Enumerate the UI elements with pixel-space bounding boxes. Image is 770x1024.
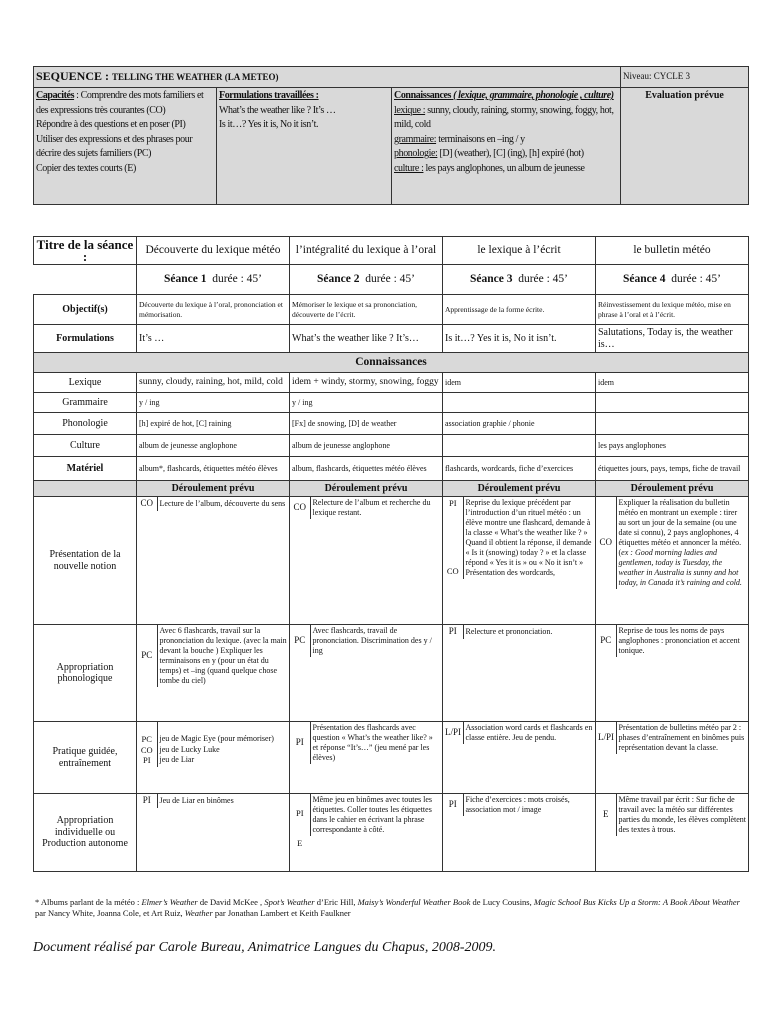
niveau-label: Niveau: CYCLE 3	[621, 67, 749, 88]
activity-text: Avec 6 flashcards, travail sur la prononciation du lexique. (avec la main devant la bouche ) Expliquer les terminaisons en y (pour un état du temps) et –ing (quand quelque chose tombe du ciel)	[159, 626, 287, 685]
activity-line: jeu de Liar	[159, 755, 195, 764]
activity-text: Présentation de bulletins météo par 2 : phases d’entraînement en binômes puis représentation devant la classe.	[618, 723, 745, 752]
activity-text: Relecture de l’album et recherche du lexique restant.	[312, 498, 431, 517]
code: E	[596, 794, 616, 836]
seance-title-4: le bulletin météo	[596, 237, 749, 265]
phase2-seance1	[137, 625, 290, 722]
activity-lines	[157, 722, 289, 767]
culture-label: Culture	[34, 435, 137, 457]
lexique-1: sunny, cloudy, raining, hot, mild, cold	[137, 373, 290, 393]
activity-text: Même travail par écrit : Sur fiche de travail avec la météo sur différentes parties du monde, les élèves complètent des textes à trous.	[618, 795, 747, 834]
code: PI	[443, 625, 463, 639]
activity-text: Lecture de l’album, découverte du sens	[159, 498, 286, 508]
titre-seance-label: Titre de la séance :	[34, 237, 137, 265]
code-bottom: CO	[446, 565, 459, 576]
code: CO	[596, 497, 616, 589]
objectif-1: Découverte du lexique à l’oral, prononciation et mémorisation.	[137, 295, 290, 325]
formulation-2: What’s the weather like ? It’s…	[290, 325, 443, 353]
materiel-1: album*, flashcards, étiquettes météo élèves	[137, 457, 290, 481]
sequence-title: SEQUENCE : TELLING THE WEATHER (LA METEO)	[34, 67, 621, 88]
phonologie-4	[596, 413, 749, 435]
activity-text: Relecture et prononciation.	[465, 626, 553, 636]
formulations-cell: Formulations travaillées : What’s the weather like ? It’s … Is it…? Yes it is, No it isn’t.	[217, 88, 392, 205]
activity-text: Jeu de Liar en binômes	[159, 795, 234, 805]
seance-title-2: l’intégralité du lexique à l’oral	[290, 237, 443, 265]
culture-2: album de jeunesse anglophone	[290, 435, 443, 457]
phase1-seance1	[137, 497, 290, 625]
culture-4: les pays anglophones	[596, 435, 749, 457]
lexique-label: Lexique	[34, 373, 137, 393]
activity-text: Reprise de tous les noms de pays anglophones : prononciation et accent tonique.	[618, 626, 740, 655]
seance-title-1: Découverte du lexique météo	[137, 237, 290, 265]
phase1-seance2	[290, 497, 443, 625]
phase3-seance2	[290, 722, 443, 794]
phase1-seance4	[596, 497, 749, 625]
lexique-3: idem	[443, 373, 596, 393]
lexique-2: idem + windy, stormy, snowing, foggy	[290, 373, 443, 393]
objectif-label: Objectif(s)	[34, 295, 137, 325]
seance-number-3: Séance 3 durée : 45’	[443, 265, 596, 295]
formulation-3: Is it…? Yes it is, No it isn’t.	[443, 325, 596, 353]
seance-number-1: Séance 1 durée : 45’	[137, 265, 290, 295]
grammaire-1: y / ing	[137, 393, 290, 413]
code: L/PI	[443, 722, 463, 744]
materiel-4: étiquettes jours, pays, temps, fiche de travail	[596, 457, 749, 481]
code: PC	[290, 625, 310, 657]
phase2-seance3	[443, 625, 596, 722]
objectif-2: Mémoriser le lexique et sa prononciation, découverte de l’écrit.	[290, 295, 443, 325]
phase4-seance1	[137, 794, 290, 872]
materiel-label: Matériel	[34, 457, 137, 481]
formulation-1: It’s …	[137, 325, 290, 353]
code	[290, 794, 310, 848]
code: PI	[137, 794, 157, 808]
code	[443, 497, 463, 579]
deroulement-empty	[34, 481, 137, 497]
objectif-3: Apprentissage de la forme écrite.	[443, 295, 596, 325]
code: PI	[290, 722, 310, 764]
phase-label-presentation: Présentation de la nouvelle notion	[34, 497, 137, 625]
document-credit: Document réalisé par Carole Bureau, Animatrice Langues du Chapus, 2008-2009.	[33, 940, 497, 955]
connaissances-cell: Connaissances ( lexique, grammaire, phonologie , culture) lexique : sunny, cloudy, raining, stormy, snowing, foggy, hot, mild, cold grammaire: terminaisons en –ing / y phonologie: [D] (weather), [C] (ing), [h] expiré (hot) culture : les pays anglophones, un album de jeunesse	[392, 88, 621, 205]
phase3-seance1	[137, 722, 290, 794]
deroulement-header-4: Déroulement prévu	[596, 481, 749, 497]
code: PC	[596, 625, 616, 657]
phonologie-label: Phonologie	[34, 413, 137, 435]
objectif-4: Réinvestissement du lexique météo, mise en phrase à l’oral et à l’écrit.	[596, 295, 749, 325]
code: CO	[290, 497, 310, 519]
phase2-seance4	[596, 625, 749, 722]
code: CO	[137, 497, 157, 511]
phase1-seance3	[443, 497, 596, 625]
seance-number-2: Séance 2 durée : 45’	[290, 265, 443, 295]
phase-label-production-autonome: Appropriation individuelle ou Production autonome	[34, 794, 137, 872]
activity-text: Association word cards et flashcards en classe entière. Jeu de pendu.	[465, 723, 593, 742]
grammaire-3	[443, 393, 596, 413]
deroulement-header-3: Déroulement prévu	[443, 481, 596, 497]
deroulement-header-1: Déroulement prévu	[137, 481, 290, 497]
grammaire-4	[596, 393, 749, 413]
phase4-seance4	[596, 794, 749, 872]
seance-number-4: Séance 4 durée : 45’	[596, 265, 749, 295]
materiel-2: album, flashcards, étiquettes météo élèves	[290, 457, 443, 481]
activity-text: Avec flashcards, travail de prononciation. Discrimination des y / ing	[312, 626, 432, 655]
phase3-seance4	[596, 722, 749, 794]
culture-1: album de jeunesse anglophone	[137, 435, 290, 457]
phonologie-3: association graphie / phonie	[443, 413, 596, 435]
activity-text: Reprise du lexique précédent par l’introduction d’un rituel météo : un élève montre une flashcard, demande à la classe « What’s the weather like ? » Quand il obtient la réponse, il demande « Is it (snowing) today ? » et la classe répond « Yes it is » ou « No it isn’t » Présentation des wordcards,	[465, 498, 592, 577]
activity-text: Même jeu en binômes avec toutes les étiquettes. Coller toutes les étiquettes dans le cahier en écrivant la phrase correspondante à côté.	[312, 795, 433, 834]
phase2-seance2	[290, 625, 443, 722]
formulations-label: Formulations	[34, 325, 137, 353]
phase4-seance3	[443, 794, 596, 872]
activity-line: jeu de Lucky Luke	[159, 744, 220, 754]
empty-cell	[34, 265, 137, 295]
activity-text: Présentation des flashcards avec question « What’s the weather like? » et réponse “It’s…” (jeu mené par les élèves)	[312, 723, 433, 762]
code: PC	[137, 625, 157, 687]
seances-table	[33, 236, 749, 872]
culture-3	[443, 435, 596, 457]
capacites-cell: Capacités : Comprendre des mots familiers et des expressions très courantes (CO) Répondre à des questions et en poser (PI) Utiliser des expressions et des phrases pour décrire des sujets familiers (PC) Copier des textes courts (E)	[34, 88, 217, 205]
formulation-4: Salutations, Today is, the weather is…	[596, 325, 749, 353]
phase3-seance3	[443, 722, 596, 794]
code: PI	[443, 794, 463, 816]
albums-footnote: * Albums parlant de la météo : Elmer’s Weather de David McKee , Spot’s Weather d’Eric Hill, Maisy’s Wonderful Weather Book de Lucy Cousins, Magic School Bus Kicks Up a Storm: A Book About Weather par Nancy White, Joanna Cole, et Art Ruiz, Weather par Jonathan Lambert et Keith Faulkner	[35, 897, 740, 918]
deroulement-header-2: Déroulement prévu	[290, 481, 443, 497]
grammaire-2: y / ing	[290, 393, 443, 413]
grammaire-label: Grammaire	[34, 393, 137, 413]
code-3: PI	[142, 755, 151, 765]
code: L/PI	[596, 722, 616, 754]
code-1: PC	[141, 734, 152, 744]
evaluation-cell: Evaluation prévue	[621, 88, 749, 205]
activity-text: Expliquer la réalisation du bulletin météo en montrant un exemple : tirer au sort un jour de la semaine (ou une date si connu), 2 pays anglophones, 4 étiquettes météo et annoncer la météo. (ex : Good morning ladies and gentlemen, today is Tuesday, the weather in Australia is sunny and hot today, in Canada it’s raining and cold.	[618, 498, 742, 587]
phase-label-pratique-guidee: Pratique guidée, entraînement	[34, 722, 137, 794]
code-bottom: E	[297, 838, 303, 848]
code-2: CO	[140, 744, 153, 755]
code-top: PI	[448, 498, 457, 508]
code-top: PI	[295, 808, 304, 818]
codes	[137, 722, 157, 767]
phase-label-appropriation-phonologique: Appropriation phonologique	[34, 625, 137, 722]
sequence-box	[33, 66, 749, 205]
connaissances-header: Connaissances	[34, 353, 749, 373]
phonologie-2: [Fx] de snowing, [D] de weather	[290, 413, 443, 435]
seance-title-3: le lexique à l’écrit	[443, 237, 596, 265]
lexique-4: idem	[596, 373, 749, 393]
phase4-seance2	[290, 794, 443, 872]
activity-text: Fiche d’exercices : mots croisés, association mot / image	[465, 795, 570, 814]
materiel-3: flashcards, wordcards, fiche d’exercices	[443, 457, 596, 481]
phonologie-1: [h] expiré de hot, [C] raining	[137, 413, 290, 435]
activity-line: jeu de Magic Eye (pour mémoriser)	[159, 734, 274, 743]
